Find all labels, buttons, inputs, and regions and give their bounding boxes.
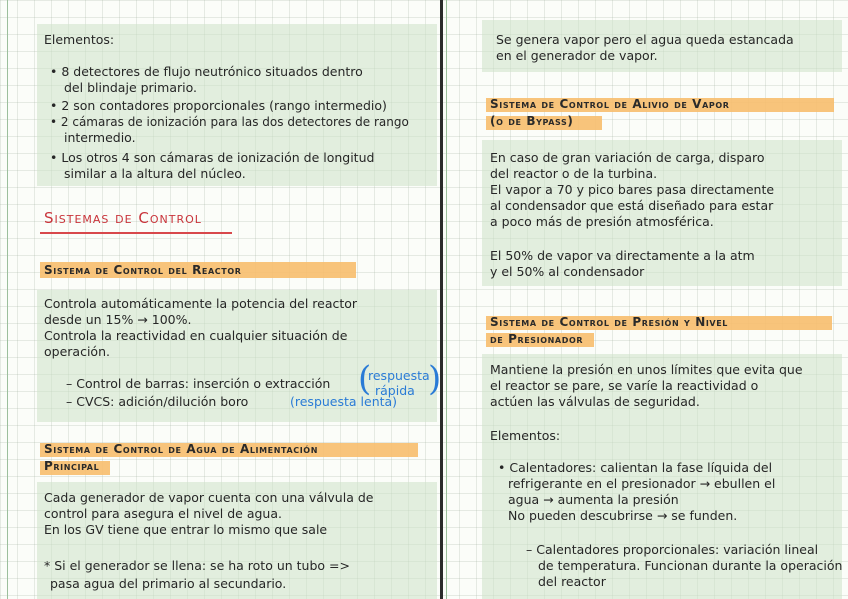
bullet-line: del blindaje primario. [64, 80, 198, 95]
top-line: Se genera vapor pero el agua queda estancada [496, 32, 794, 47]
bullet-line: • Los otros 4 son cámaras de ionización de longitud [50, 150, 375, 165]
reactor-line: operación. [44, 344, 110, 359]
alivio-line: En caso de gran variación de carga, disparo [490, 150, 765, 165]
right-page [446, 0, 848, 599]
brace-open: ( [358, 359, 372, 399]
agua-line: Cada generador de vapor cuenta con una válvula de [44, 490, 374, 505]
reactor-line: Controla la reactividad en cualquier situación de [44, 328, 348, 343]
presion-heading: Sistema de Control de Presión y Nivel [490, 315, 728, 329]
presion-elementos: Elementos: [490, 428, 561, 443]
agua-note: pasa agua del primario al secundario. [50, 576, 287, 591]
section-title-underline [40, 232, 232, 234]
proporcionales-line: de temperatura. Funcionan durante la operación [538, 558, 843, 573]
calentadores-line: refrigerante en el presionador → ebullen el [508, 476, 776, 491]
alivio-line: del reactor o de la turbina. [490, 166, 658, 181]
agua-heading-2: Principal [44, 459, 100, 473]
reactor-line: Controla automáticamente la potencia del reactor [44, 296, 358, 311]
alivio-line: al condensador que está diseñado para estar [490, 198, 774, 213]
bullet-line: • 2 son contadores proporcionales (rango intermedio) [50, 98, 387, 113]
control-barras-item: – Control de barras: inserción o extracción [66, 376, 331, 391]
calentadores-line: • Calentadores: calientan la fase líquida del [498, 460, 773, 475]
bullet-line: • 8 detectores de flujo neutrónico situados dentro [50, 64, 363, 79]
presion-line: Mantiene la presión en unos límites que evita que [490, 362, 803, 377]
alivio-line: y el 50% al condensador [490, 264, 645, 279]
rapida-note: rápida [375, 383, 415, 398]
bullet-line: intermedio. [64, 130, 136, 145]
agua-line: En los GV tiene que entrar lo mismo que sale [44, 522, 328, 537]
alivio-line: El vapor a 70 y pico bares pasa directamente [490, 182, 775, 197]
bullet-line: similar a la altura del núcleo. [64, 166, 246, 181]
presion-line: el reactor se pare, se varíe la reactividad o [490, 378, 759, 393]
cvcs-item: – CVCS: adición/dilución boro [66, 394, 249, 409]
reactor-heading: Sistema de Control del Reactor [44, 263, 242, 277]
top-line: en el generador de vapor. [496, 48, 658, 63]
alivio-heading-2: (o de Bypass) [490, 114, 574, 128]
presion-heading-2: de Presionador [490, 332, 584, 346]
brace-close: ) [428, 359, 441, 399]
alivio-line: El 50% de vapor va directamente a la atm [490, 248, 755, 263]
bullet-line: • 2 cámaras de ionización para las dos detectores de rango [50, 115, 409, 129]
respuesta-lenta-note: (respuesta lenta) [290, 394, 398, 409]
agua-line: control para asegura el nivel de agua. [44, 506, 282, 521]
proporcionales-line: – Calentadores proporcionales: variación lineal [526, 542, 819, 557]
agua-note: * Si el generador se llena: se ha roto un tubo => [44, 558, 350, 573]
proporcionales-line: del reactor [538, 574, 606, 589]
calentadores-line: No pueden descubrirse → se funden. [508, 508, 738, 523]
calentadores-line: agua → aumenta la presión [508, 492, 679, 507]
alivio-line: a poco más de presión atmosférica. [490, 214, 714, 229]
presion-line: actúen las válvulas de seguridad. [490, 394, 700, 409]
reactor-line: desde un 15% → 100%. [44, 312, 192, 327]
elementos-title: Elementos: [44, 32, 115, 47]
alivio-heading: Sistema de Control de Alivio de Vapor [490, 97, 730, 111]
section-title: Sistemas de Control [44, 209, 202, 227]
respuesta-note: respuesta [368, 368, 430, 383]
agua-heading: Sistema de Control de Agua de Alimentación [44, 442, 319, 456]
